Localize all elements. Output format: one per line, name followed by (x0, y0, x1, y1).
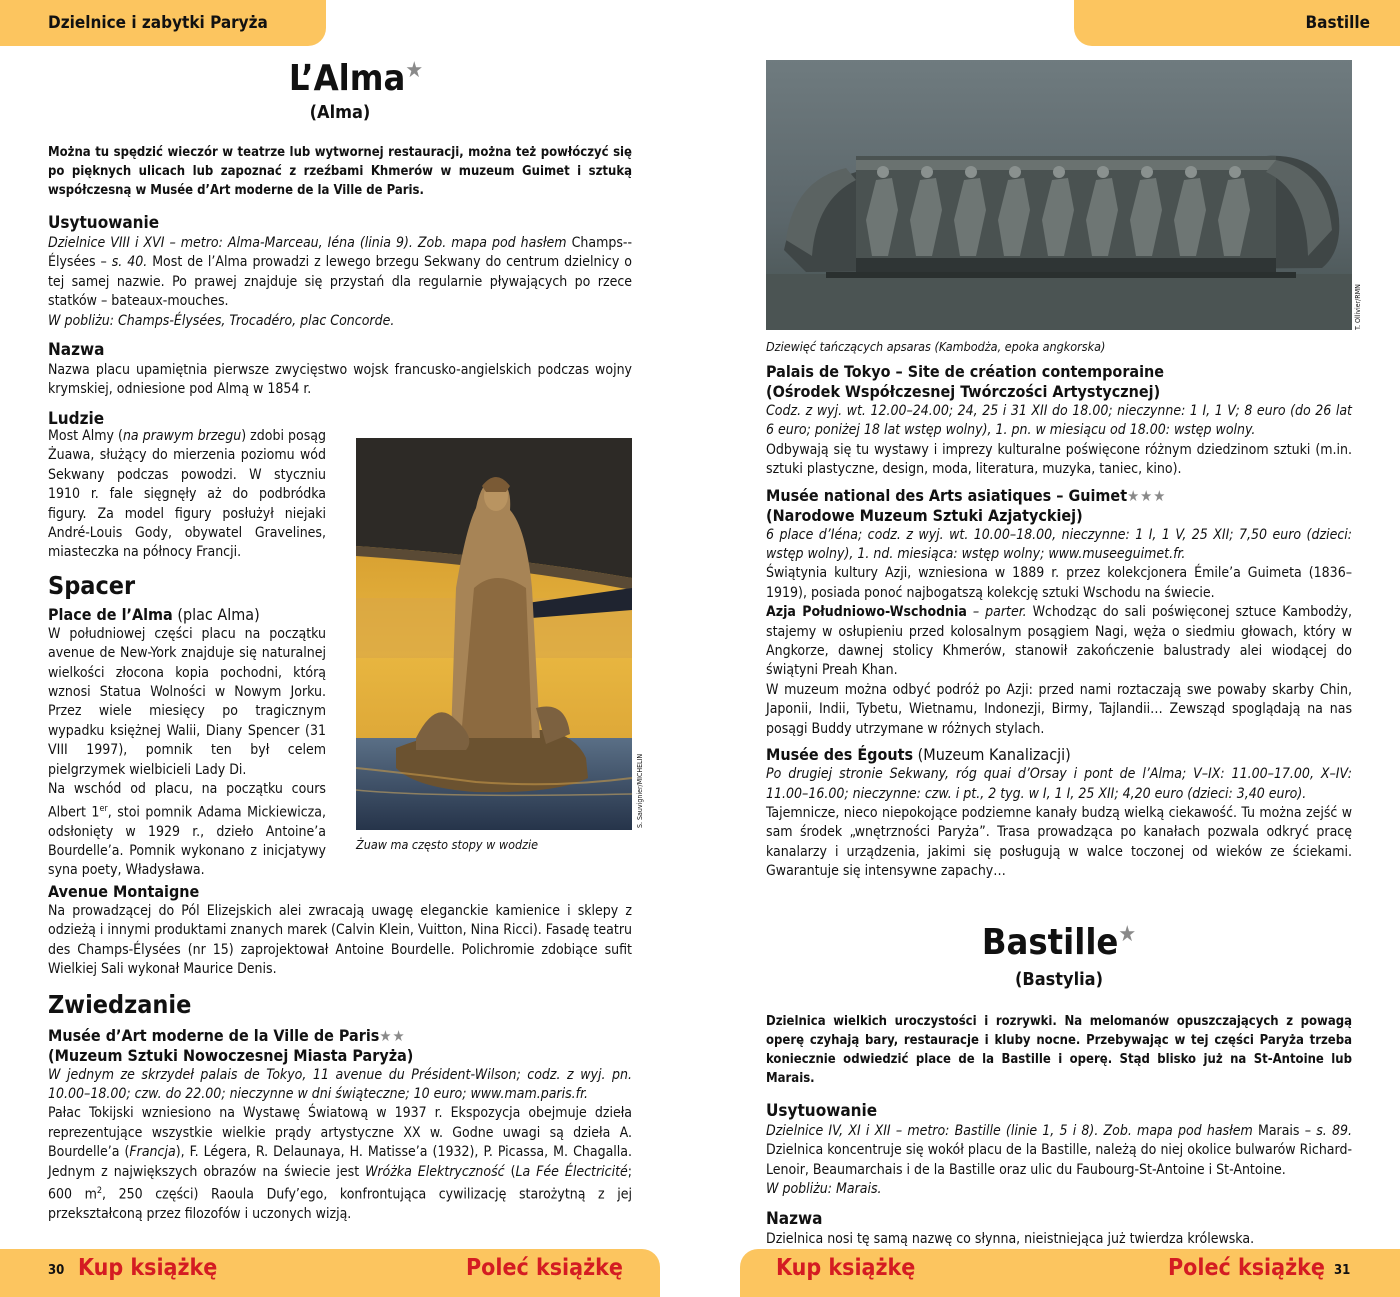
guimet-heading: Musée national des Arts asiatiques – Guimet★★★ (766, 485, 1167, 505)
recommend-book-link-left[interactable]: Poleć książkę (466, 1255, 623, 1281)
bastille-loc-paragraph: Dzielnice IV, XI i XII – metro: Bastille (linie 1, 5 i 8). Zob. mapa pod hasłem Marais – s. 89. Dzielnica koncentruje się wokół placu de la Bastille, należą do niej okolice bulwarów Richard-Lenoir, Beaumarchais i de la Bastille oraz ulic du Faubourg-St-Antoine i St-Antoine. (766, 1123, 1352, 1178)
egouts-info: Po drugiej stronie Sekwany, róg quai d’Orsay i pont de l’Alma; V–IX: 11.00–17.00, X–IV: 11.00–16.00; nieczynne: czw. i pt., 2 tyg. w I, 1 I, 25 XII; 4,20 euro (dzieci: 3,40 euro). (766, 766, 1352, 802)
alma-loc-near: W pobliżu: Champs-Élysées, Trocadéro, plac Concorde. (48, 312, 395, 329)
alma-name-text: Nazwa placu upamiętnia pierwsze zwycięstwo wojsk francusko-angielskich podczas wojny krymskiej, odniesione pod Almą w 1854 r. (48, 362, 632, 398)
recommend-book-link-right[interactable]: Poleć książkę (1168, 1255, 1325, 1281)
tokyo-text: Odbywają się tu wystawy i imprezy kulturalne poświęcone różnym dziedzinom sztuki (m.in. sztuki plastyczne, design, moda, literatura, muzyka, taniec, kino). (766, 441, 1352, 478)
bastille-lead: Dzielnica wielkich uroczystości i rozrywki. Na melomanów opuszczających z powagą operę czyhają bary, restauracje i kluby nocne. Przebywając w tej części Paryża trzeba koniecznie odwiedzić place de la Bastille i operę. Stąd blisko już na St-Antoine lub Marais. (766, 1014, 1352, 1086)
alma-lead: Można tu spędzić wieczór w teatrze lub wytwornej restauracji, można też powłóczyć się po pięknych ulicach lub zapoznać z rzeźbami Khmerów w muzeum Guimet i sztuką współczesną w Musée d’Art moderne de la Ville de Paris. (48, 145, 632, 198)
mam-stars-icon: ★★ (379, 1026, 406, 1045)
guimet-subheading: (Narodowe Muzeum Sztuki Azjatyckiej) (766, 505, 1083, 525)
page-number-right: 31 (1334, 1263, 1351, 1278)
tokyo-info: Codz. z wyj. wt. 12.00–24.00; 24, 25 i 31 XII do 18.00; nieczynne: 1 I, 1 V; 8 euro (do 26 lat 6 euro; poniżej 18 lat wstęp wolny), 1. pn. w miesiącu od 18.00: wstęp wolny. (766, 403, 1352, 439)
header-left-text: Dzielnice i zabytki Paryża (48, 13, 268, 33)
montaigne-heading: Avenue Montaigne (48, 882, 200, 901)
egouts-text: Tajemnicze, nieco niepokojące podziemne kanały budzą wielką ciekawość. Tu można zejść w sam środek „wnętrzności Paryża”. Trasa prowadząca po kanałach pozwala odkryć pracę kanalarzy i urządzenia, jakimi się posługują w walce toczonej od wieków ze ściekami. Gwarantuje się intensywne zapachy… (766, 804, 1352, 880)
place-alma-heading: Place de l’Alma (plac Alma) (48, 604, 260, 624)
tokyo-heading: Palais de Tokyo – Site de création contemporaine (766, 362, 1165, 381)
alma-visit-heading: Zwiedzanie (48, 989, 192, 1019)
bastille-column (766, 1012, 1352, 1249)
alma-walk-heading: Spacer (48, 570, 136, 600)
guimet-info: 6 place d’Iéna; codz. z wyj. wt. 10.00–18.00, nieczynne: 1 I, 1 V, 25 XII; 7,50 euro (dzieci: wstęp wolny), 1. nd. miesiąca: wstęp wolny; www.museeguimet.fr. (766, 526, 1352, 563)
alma-loc-paragraph: Dzielnice VIII i XVI – metro: Alma-Marceau, Iéna (linia 9). Zob. mapa pod hasłem Champs--Élysées – s. 40. Most de l’Alma prowadzi z lewego brzegu Sekwany do centrum dzielnicy o tej samej nazwie. Po prawej znajduje się przystań dla regularnie pływających po rzece statków – bateaux-mouches. (48, 235, 633, 310)
alma-top-column (48, 143, 632, 430)
alma-title: L’Alma★ (288, 58, 424, 99)
bastille-name-heading: Nazwa (766, 1208, 823, 1229)
apsaras-photo-credit: T. Ollivier/RMN (1354, 284, 1362, 330)
montaigne-text: Na prowadzącej do Pól Elizejskich alei zwracają uwagę eleganckie kamienice i sklepy z odzieżą i innymi produktami znanych marek (Calvin Klein, Vuitton, Nina Ricci). Fasadę teatru des Champs-Élysées (nr 15) zaprojektował Antoine Bourdelle. Polichromie zdobiące sufit Wielkiej Sali wykonał Maurice Denis. (48, 903, 632, 978)
buy-book-link-right[interactable]: Kup książkę (776, 1255, 916, 1281)
zouave-photo-caption: Żuaw ma często stopy w wodzie (356, 837, 539, 852)
mam-heading: Musée d’Art moderne de la Ville de Paris★★ (48, 1025, 406, 1045)
mam-text: Pałac Tokijski wzniesiono na Wystawę Światową w 1937 r. Ekspozycja obejmuje dzieła reprezentujące wszystkie wielkie prądy artystyczne XX w. Godne uwagi są dzieła A. Bourdelle’a (Francja), F. Légera, R. Delaunaya, H. Matisse’a (1932), P. Picassa, M. Chagalla. Jednym z największych obrazów na świecie jest Wróżka Elektryczność (La Fée Électricité; 600 $m^2$, 250 części) Raoula Dufy’ego, konfrontująca cywilizację starożytną z jej przekształconą przez filozofów i uczonych wizją. (48, 1105, 633, 1223)
alma-loc-heading: Usytuowanie (48, 213, 160, 233)
tokyo-subheading: (Ośrodek Współczesnej Twórczości Artystycznej) (766, 382, 1161, 401)
alma-name-heading: Nazwa (48, 340, 105, 361)
buy-book-link-left[interactable]: Kup książkę (78, 1255, 218, 1281)
zouave-photo-credit: S. Sauvignier/MICHELIN (636, 753, 644, 828)
alma-bottom-column (48, 882, 632, 1225)
zouave-photo (356, 438, 632, 830)
place-alma-text1: W południowej części placu na początku avenue de New-York znajduje się naturalnej wielkości złocona kopia pochodni, którą wznosi Statua Wolności w Nowym Jorku. Przez wiele miesięcy po tragicznym wypadku księżnej Walii, Diany Spencer (31 VIII 1997), pomnik ten był celem pielgrzymek wielbicieli Lady Di. (48, 625, 326, 778)
bastille-title: Bastille★ (981, 922, 1137, 963)
bastille-star-icon: ★ (1118, 922, 1137, 947)
alma-people-text: Most Almy (na prawym brzegu) zdobi posąg Żuawa, służący do mierzenia poziomu wód Sekwany podczas powodzi. W styczniu 1910 r. fale sięgnęły aż do podbródka figury. Za model figury posłużył niejaki André-Louis Gody, obywatel Gravelines, miasteczka na północy Francji. (48, 428, 326, 561)
alma-narrow-column (48, 427, 326, 881)
running-header-left (0, 0, 326, 46)
bastille-loc-near: W pobliżu: Marais. (766, 1181, 882, 1198)
bastille-loc-heading: Usytuowanie (766, 1101, 878, 1121)
mam-info: W jednym ze skrzydeł palais de Tokyo, 11 avenue du Président-Wilson; codz. z wyj. pn. 10.00–18.00; czw. do 22.00; nieczynne w dni świąteczne; 10 euro; www.mam.paris.fr. (48, 1066, 632, 1103)
alma-subtitle: (Alma) (309, 102, 371, 123)
place-alma-text2: Na wschód od placu, na początku cours Albert 1er, stoi pomnik Adama Mickiewicza, odsłonięty w 1929 r., dzieło Antoine’a Bourdelle’a. Pomnik wykonano z inicjatywy syna poety, Władysława. (48, 781, 327, 879)
apsaras-photo (766, 60, 1352, 330)
page-number-left: 30 (48, 1263, 65, 1278)
guimet-text1: Świątynia kultury Azji, wzniesiona w 1889 r. przez kolekcjonera Émile’a Guimeta (1836–1919), posiada ponoć najbogatszą kolekcję sztuki Wschodu na świecie. (766, 565, 1352, 601)
alma-people-heading: Ludzie (48, 408, 105, 429)
guimet-text3: W muzeum można odbyć podróż po Azji: przed nami roztaczają swe powaby skarby Chin, Japonii, Indii, Tybetu, Wietnamu, Indonezji, Birmy, Tajlandii… Zewsząd spoglądają na nas posągi Buddy utrzymane w różnych stylach. (766, 681, 1352, 737)
bastille-subtitle: (Bastylia) (1014, 969, 1104, 990)
guimet-text2: Azja Południowo-Wschodnia – parter. Wchodząc do sali poświęconej sztuce Kambodży, stajemy w osłupieniu przed kolosalnym posągiem Nagi, węża o siedmiu głowach, który w Angkorze, dawnej stolicy Khmerów, stanowił zakończenie balustrady alei wiodącej do świątyni Preah Khan. (766, 604, 1352, 679)
guimet-stars-icon: ★★★ (1127, 486, 1167, 505)
apsaras-photo-caption: Dziewięć tańczących apsaras (Kambodża, epoka angkorska) (766, 339, 1106, 354)
right-column (766, 362, 1352, 882)
header-right-text: Bastille (1305, 13, 1370, 33)
egouts-heading: Musée des Égouts (Muzeum Kanalizacji) (766, 745, 1071, 765)
running-header-right (1074, 0, 1400, 46)
alma-star-icon: ★ (405, 58, 424, 83)
bastille-name-text: Dzielnica nosi tę samą nazwę co słynna, nieistniejąca już twierdza królewska. (766, 1230, 1255, 1247)
mam-subheading: (Muzeum Sztuki Nowoczesnej Miasta Paryża) (48, 1045, 414, 1065)
